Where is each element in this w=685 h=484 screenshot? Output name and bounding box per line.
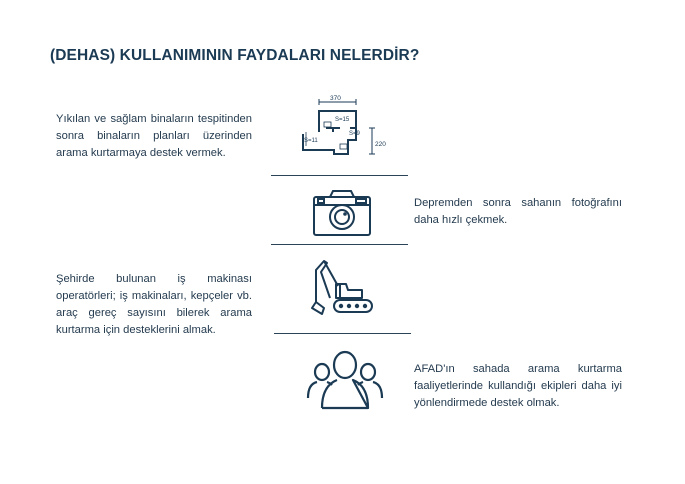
benefit-text-2: Depremden sonra sahanın fotoğrafını daha hızlı çekmek. <box>414 197 622 226</box>
plan-height-label: 220 <box>375 141 386 148</box>
floor-plan-icon <box>300 94 392 160</box>
excavator-icon <box>310 258 376 318</box>
camera-icon <box>311 188 373 238</box>
benefit-text-4: AFAD'ın sahada arama kurtarma faaliyetlerinde kullandığı ekipleri daha iyi yönlendirmede destek olmak. <box>414 363 622 409</box>
page-title: (DEHAS) KULLANIMININ FAYDALARI NELERDİR? <box>50 47 420 64</box>
plan-width-label: 370 <box>330 95 341 102</box>
divider-1 <box>271 175 408 176</box>
divider-2 <box>271 244 408 245</box>
divider-3 <box>274 333 411 334</box>
people-group-icon <box>306 350 384 410</box>
plan-area-2: S=9 <box>349 131 360 137</box>
plan-area-1: S=15 <box>335 117 350 123</box>
benefit-text-3: Şehirde bulunan iş makinası operatörleri; iş makinaları, kepçeler vb. araç gereç sayısını bilerek arama kurtarma için desteklerini almak. <box>56 273 252 336</box>
benefit-text-1: Yıkılan ve sağlam binaların tespitinden sonra binaların planları üzerinden arama kurtarmaya destek vermek. <box>56 113 252 159</box>
plan-area-3: S=11 <box>304 138 318 144</box>
